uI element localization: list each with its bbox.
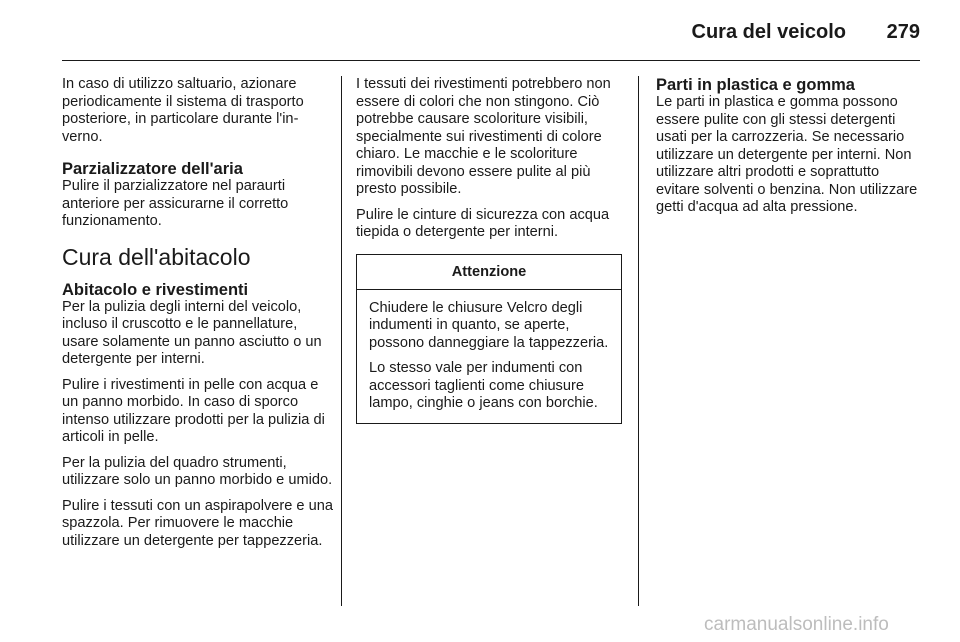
warning-title: Attenzione <box>357 255 621 290</box>
header-rule <box>62 60 920 61</box>
upholstery-paragraph: Per la pulizia degli interni del veicolo, incluso il cruscotto e le pannellature, usare solamente un panno asciutto o un detergente per interni. <box>62 298 322 367</box>
section-heading-plastic-rubber: Parti in plastica e gomma <box>656 76 855 94</box>
page-number: 279 <box>886 21 920 43</box>
warning-paragraph: Lo stesso vale per indumenti con accessori taglienti come chiusure lampo, cinghie o jeans con borchie. <box>369 360 598 411</box>
column-3 <box>656 76 920 225</box>
chapter-heading-interior-care: Cura dell'abitacolo <box>62 243 251 270</box>
air-deflector-text: Pulire il parzializzatore nel paraurti anteriore per assicurarne il corretto funzionamento. <box>62 178 289 229</box>
chapter-title: Cura del veicolo <box>691 21 846 43</box>
section-interior-upholstery <box>62 281 334 551</box>
upholstery-paragraph: Pulire i rivestimenti in pelle con acqua e un panno morbido. In caso di sporco intenso utilizzare prodotti per la pulizia di articoli in pelle. <box>62 376 325 445</box>
upholstery-paragraph: Pulire i tessuti con un aspirapolvere e una spazzola. Per rimuovere le macchie utilizzare un detergente per tappezzeria. <box>62 497 333 549</box>
column-divider <box>638 76 639 606</box>
fabric-paragraph: I tessuti dei rivestimenti potrebbero non essere di colori che non stingono. Ciò potrebbe causare scoloriture visibili, specialmente sui rivestimenti di colore chiaro. Le macchie e le scoloriture rimovibili devono essere pulite al più presto possibile. <box>356 76 611 197</box>
warning-body <box>357 290 621 423</box>
column-2 <box>356 76 622 424</box>
section-air-deflector <box>62 160 334 231</box>
section-heading-air-deflector: Parzializzatore dell'aria <box>62 160 243 178</box>
column-1 <box>62 76 334 558</box>
watermark: carmanualsonline.info <box>704 614 889 635</box>
section-heading-interior-upholstery: Abitacolo e rivestimenti <box>62 280 249 299</box>
warning-paragraph: Chiudere le chiusure Velcro degli indumenti in quanto, se aperte, possono danneggiare la tappezzeria. <box>369 299 609 351</box>
plastic-rubber-text: Le parti in plastica e gomma possono essere pulite con gli stessi detergenti usati per la carrozzeria. Se necessario utilizzare un detergente per interni. Non utilizzare altri prodotti e soprattutto evitare solventi o benzina. Non utilizzare getti d'acqua ad alta pressione. <box>656 94 918 215</box>
column-divider <box>341 76 342 606</box>
warning-box <box>356 254 622 424</box>
intro-paragraph: In caso di utilizzo saltuario, azionare periodicamente il sistema di trasporto posteriore, in particolare durante l'inverno. <box>62 76 304 145</box>
seatbelt-paragraph: Pulire le cinture di sicurezza con acqua tiepida o detergente per interni. <box>356 206 610 240</box>
upholstery-paragraph: Per la pulizia del quadro strumenti, utilizzare solo un panno morbido e umido. <box>62 454 333 488</box>
